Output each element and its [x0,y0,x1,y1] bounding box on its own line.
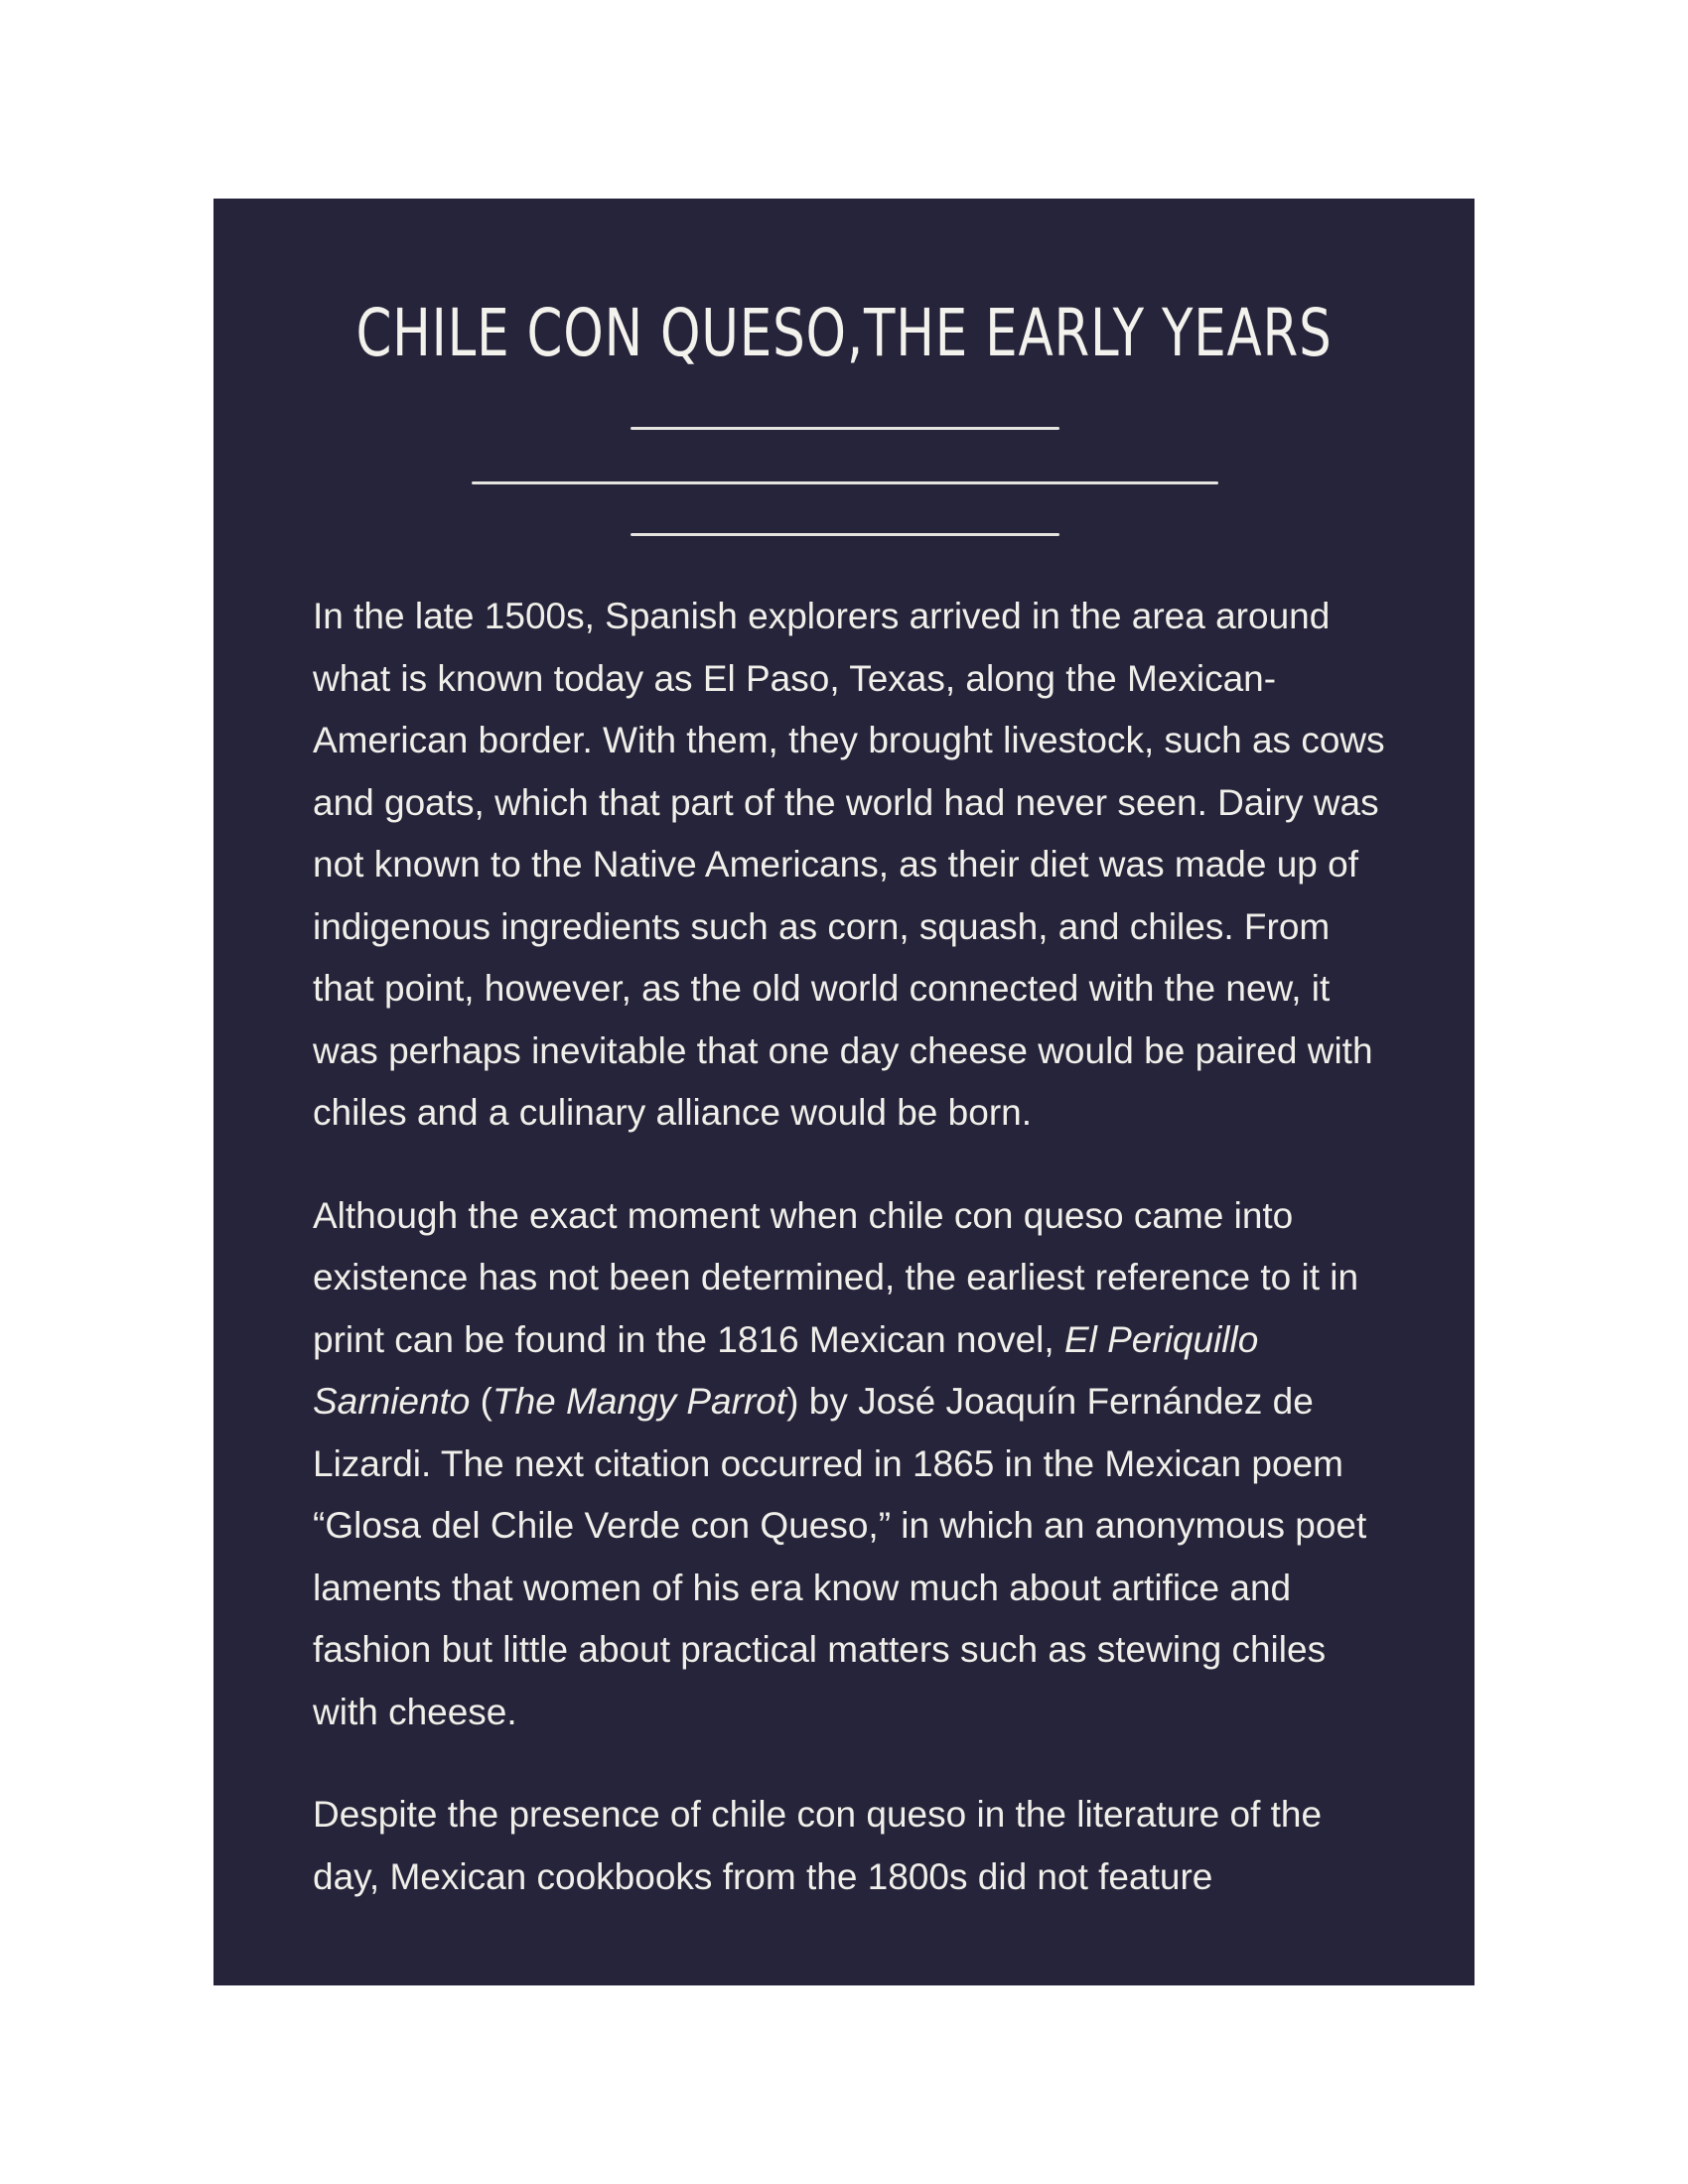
article-panel [213,199,1475,1985]
paragraph-3: Despite the presence of chile con queso in the literature of the day, Mexican cookbooks from the 1800s did not feature [313,1794,1323,1897]
article-body [313,586,1395,1949]
decorative-rule-middle [472,481,1218,484]
paragraph-2 [313,1185,1395,1744]
article-title: CHILE CON QUESO,THE EARLY YEARS [355,295,1333,371]
paragraph-1: In the late 1500s, Spanish explorers arrived in the area around what is known today as El Paso, Texas, along the Mexican-American border. With them, they brought livestock, such as cows and goats, which that part of the world had never seen. Dairy was not known to the Native Americans, as their diet was made up of indigenous ingredients such as corn, squash, and chiles. From that point, however, as the old world connected with the new, it was perhaps inevitable that one day cheese would be paired with chiles and a culinary alliance would be born. [313,596,1385,1133]
novel-title: El Periquillo Sarniento [313,1318,1259,1422]
decorative-rule-bottom [631,533,1059,536]
decorative-rule-top [631,427,1059,430]
paragraph-2-part-3: ) by José Joaquín Fernández de Lizardi. The next citation occurred in 1865 in the Mexican poem “Glosa del Chile Verde con Queso,” in which an anonymous poet laments that women of his era know much about artifice and fashion but little about practical matters such as stewing chiles with cheese. [313,1381,1367,1732]
paragraph-2-part-2: ( [470,1381,492,1422]
novel-translation: The Mangy Parrot [492,1381,787,1422]
paragraph-2-part-1: Although the exact moment when chile con queso came into existence has not been determined, the earliest reference to it in print can be found in the 1816 Mexican novel, [313,1194,1359,1360]
